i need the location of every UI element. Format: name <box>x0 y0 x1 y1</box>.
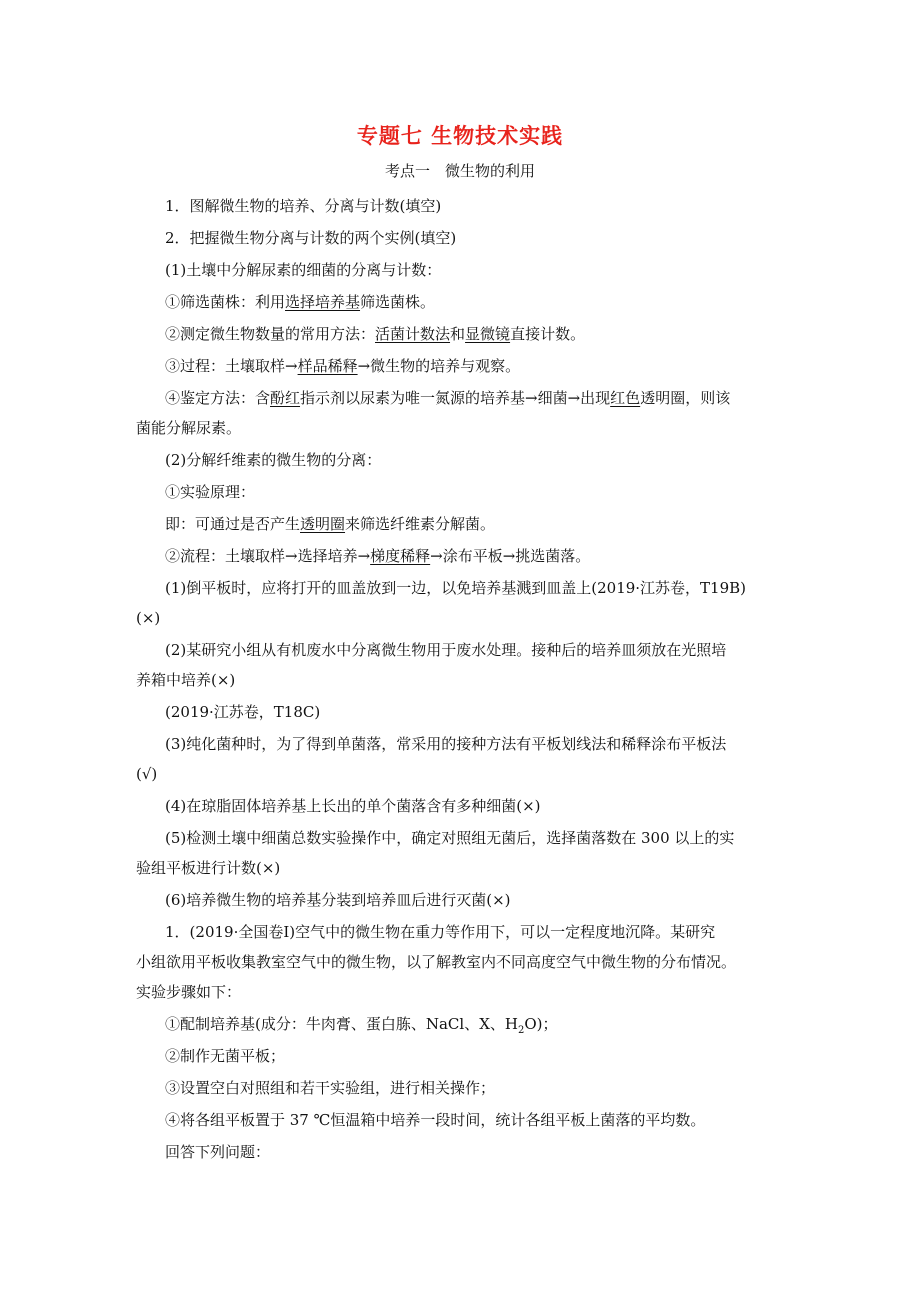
experiment-step: ①配制培养基(成分：牛肉膏、蛋白胨、NaCl、X、$H_2O$)； <box>165 1015 558 1036</box>
paragraph: 菌能分解尿素。 <box>136 419 242 437</box>
experiment-step: ②制作无菌平板； <box>165 1047 286 1065</box>
underlined-answer: 活菌计数法 <box>375 325 451 343</box>
source-note: (2019·江苏卷，T18C) <box>165 703 321 721</box>
underlined-answer: 选择培养基 <box>285 293 361 311</box>
judgment-item: (6)培养微生物的培养基分装到培养皿后进行灭菌(×) <box>165 891 511 909</box>
question-prompt: 回答下列问题： <box>165 1143 271 1161</box>
underlined-answer: 梯度稀释 <box>370 547 431 565</box>
judgment-item: (1)倒平板时，应将打开的皿盖放到一边，以免培养基溅到皿盖上(2019·江苏卷，T19B) <box>165 579 747 597</box>
section-heading: 考点一 微生物的利用 <box>384 162 535 180</box>
page-title: 专题七 生物技术实践 <box>356 124 564 148</box>
judgment-item: 养箱中培养(×) <box>136 671 236 689</box>
subscript: 2 <box>517 1025 525 1036</box>
paragraph: 2．把握微生物分离与计数的两个实例(填空) <box>165 229 457 247</box>
paragraph: ④鉴定方法：含酚红指示剂以尿素为唯一氮源的培养基→细菌→出现红色透明圈，则该 <box>165 389 731 407</box>
experiment-step: ④将各组平板置于 37 ℃恒温箱中培养一段时间，统计各组平板上菌落的平均数。 <box>165 1111 706 1129</box>
underlined-answer: 红色 <box>610 389 641 407</box>
paragraph: ②测定微生物数量的常用方法：活菌计数法和显微镜直接计数。 <box>165 325 586 343</box>
question-text: 1．(2019·全国卷Ⅰ)空气中的微生物在重力等作用下，可以一定程度地沉降。某研究 <box>165 923 716 941</box>
paragraph: (1)土壤中分解尿素的细菌的分离与计数： <box>165 261 442 279</box>
paragraph: ①实验原理： <box>165 483 256 501</box>
judgment-item: (5)检测土壤中细菌总数实验操作中，确定对照组无菌后，选择菌落数在 300 以上的实 <box>165 829 735 847</box>
question-text: 实验步骤如下： <box>136 983 242 1001</box>
underlined-answer: 透明圈 <box>300 515 346 533</box>
judgment-item: (4)在琼脂固体培养基上长出的单个菌落含有多种细菌(×) <box>165 797 541 815</box>
judgment-item: (2)某研究小组从有机废水中分离微生物用于废水处理。接种后的培养皿须放在光照培 <box>165 641 727 659</box>
judgment-item: (3)纯化菌种时，为了得到单菌落，常采用的接种方法有平板划线法和稀释涂布平板法 <box>165 735 727 753</box>
paragraph: ③过程：土壤取样→样品稀释→微生物的培养与观察。 <box>165 357 521 375</box>
paragraph: ②流程：土壤取样→选择培养→梯度稀释→涂布平板→挑选菌落。 <box>165 547 591 565</box>
underlined-answer: 酚红 <box>270 389 301 407</box>
question-text: 小组欲用平板收集教室空气中的微生物，以了解教室内不同高度空气中微生物的分布情况。 <box>136 953 737 971</box>
underlined-answer: 样品稀释 <box>297 357 358 375</box>
paragraph: 1．图解微生物的培养、分离与计数(填空) <box>165 197 442 215</box>
experiment-step: ③设置空白对照组和若干实验组，进行相关操作； <box>165 1079 496 1097</box>
judgment-answer: (√) <box>136 765 158 783</box>
paragraph: (2)分解纤维素的微生物的分离： <box>165 451 382 469</box>
paragraph: 即：可通过是否产生透明圈来筛选纤维素分解菌。 <box>165 515 496 533</box>
underlined-answer: 显微镜 <box>465 325 511 343</box>
judgment-item: 验组平板进行计数(×) <box>136 859 281 877</box>
paragraph: ①筛选菌株：利用选择培养基筛选菌株。 <box>165 293 436 311</box>
judgment-answer: (×) <box>136 609 161 627</box>
